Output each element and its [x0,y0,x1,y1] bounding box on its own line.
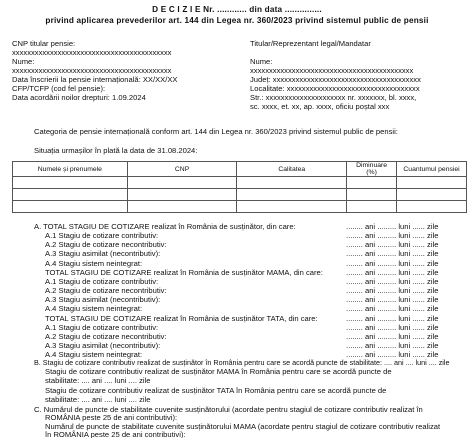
registration-date: Data înscrierii la pensie internațională: XX/XX/XX [12,75,178,84]
pension-code: CFP/TCFP (cod fel pensie): [12,84,106,93]
recipient-street: Str.: xxxxxxxxxxxxxxxxxxxxx nr. xxxxxxx, bl. xxxx, [250,93,417,102]
contribution-period-label: A.2 Stagiu de cotizare necontributiv: [45,286,167,296]
column-header-name: Numele și prenumele [13,162,128,177]
contribution-period-label: A.2 Stagiu de cotizare necontributiv: [45,331,167,341]
reduction-header-text: Diminuare (%) [356,162,388,177]
table-cell [127,201,237,213]
contribution-period-label: A.4 Stagiu sistem neintegrat: [45,350,143,360]
column-header-cnp: CNP [127,162,237,177]
contribution-period-value: ........ ani ......... luni ...... zile [346,322,439,332]
table-row [13,189,467,201]
table-cell [13,177,128,189]
section-c-line-1: C. Numărul de puncte de stabilitate cuvenite susținătorului (acordate pentru stagiul de cotizare contributiv realizat în [34,405,423,414]
contribution-period-value: ........ ani ......... luni ...... zile [346,331,439,341]
contribution-period-value: ........ ani ......... luni ...... zile [346,286,439,296]
contribution-period-value: ........ ani ......... luni ...... zile [346,231,439,241]
recipient-name-value: xxxxxxxxxxxxxxxxxxxxxxxxxxxxxxxxxxxxxxxxxxx [250,66,414,75]
contribution-period-value: ........ ani ......... luni ...... zile [346,240,439,250]
contribution-period-label: A.3 Stagiu asimilat (necontributiv): [45,295,161,305]
survivors-situation-line: Situația urmașilor în plată la data de 31.08.2024: [34,146,198,155]
contribution-period-value: ........ ani ......... luni ...... zile [346,340,439,350]
table-cell [397,201,467,213]
contribution-period-value: ........ ani ......... luni ...... zile [346,304,439,314]
name-label: Nume: [12,57,35,66]
table-cell [397,189,467,201]
recipient-title: Titular/Reprezentant legal/Mandatar [250,39,371,48]
contribution-period-label: A.3 Stagiu asimilat (necontributiv): [45,340,161,350]
contribution-period-value: ........ ani ......... luni ...... zile [346,267,439,277]
contribution-period-label: TOTAL STAGIU DE COTIZARE realizat în România de susținător MAMA, din care: [45,267,323,277]
table-cell [13,201,128,213]
section-c-line-2: ROMÂNIA peste 25 de ani contributivi): [45,413,178,422]
table-header-row [13,162,467,177]
decision-title: privind aplicarea prevederilor art. 144 din Legea nr. 360/2023 privind sistemul public de pensii [45,16,429,25]
table-cell [397,177,467,189]
section-c-line-3: Numărul de puncte de stabilitate cuvenite susținătorului MAMA (acordate pentru stagiul de cotizare contributiv realizat [45,422,441,431]
table-cell [237,201,347,213]
table-cell [127,189,237,201]
contribution-period-label: A.4 Stagiu sistem neintegrat: [45,304,143,314]
recipient-address-details: sc. xxxx, et. xx, ap. xxxx, oficiu poștal xxx [250,102,390,111]
contribution-period-label: A. TOTAL STAGIU DE COTIZARE realizat în România de susținător, din care: [34,222,296,231]
column-header-quality: Calitatea [237,162,347,177]
cnp-label: CNP titular pensie: [12,39,76,48]
contribution-period-value: ........ ani ......... luni ...... zile [346,222,439,231]
table-row [13,201,467,213]
section-b-line-4: Stagiu de cotizare contributiv realizat de susținător TATA în România pentru care se acordă puncte de [45,386,387,395]
column-header-amount: Cuantumul pensiei [397,162,467,177]
table-cell [13,189,128,201]
contribution-period-label: A.1 Stagiu de cotizare contributiv: [45,322,159,332]
decision-number-line: D E C I Z I E Nr. ............ din data ............... [152,5,322,14]
table-cell [347,201,397,213]
section-b-line-1: B. Stagiu de cotizare contributiv realizat de susținător în România pentru care se acordă puncte de stabilitate: .... ani .... luni .... zile [34,358,450,367]
table-cell [347,177,397,189]
table-row [13,177,467,189]
table-cell [237,177,347,189]
section-b-line-2: Stagiu de cotizare contributiv realizat de susținător MAMA în România pentru care se acordă puncte de [45,367,392,376]
contribution-period-value: ........ ani ......... luni ...... zile [346,258,439,268]
section-c-line-4: în ROMÂNIA peste 25 de ani contributivi): [45,430,186,438]
contribution-period-label: A.1 Stagiu de cotizare contributiv: [45,231,159,241]
contribution-period-label: TOTAL STAGIU DE COTIZARE realizat în România de susținător TATA, din care: [45,313,318,323]
contribution-period-value: ........ ani ......... luni ...... zile [346,350,439,360]
contribution-period-label: A.3 Stagiu asimilat (necontributiv): [45,249,161,259]
contribution-period-value: ........ ani ......... luni ...... zile [346,313,439,323]
contribution-period-label: A.1 Stagiu de cotizare contributiv: [45,276,159,286]
contribution-period-value: ........ ani ......... luni ...... zile [346,276,439,286]
contribution-period-label: A.4 Stagiu sistem neintegrat: [45,258,143,268]
recipient-locality: Localitate: xxxxxxxxxxxxxxxxxxxxxxxxxxxxxxxxxxx [250,84,420,93]
pension-category-line: Categoria de pensie internațională conform art. 144 din Legea nr. 360/2023 privind sistemul public de pensii: [34,127,398,136]
contribution-period-value: ........ ani ......... luni ...... zile [346,295,439,305]
column-header-reduction [347,162,397,177]
recipient-name-label: Nume: [250,57,273,66]
table-cell [237,189,347,201]
cnp-value: xxxxxxxxxxxxxxxxxxxxxxxxxxxxxxxxxxxxxxxxxx [12,48,172,57]
section-b-line-5: stabilitate: .... ani .... luni .... zile [45,395,151,404]
contribution-period-value: ........ ani ......... luni ...... zile [346,249,439,259]
contribution-period-label: A.2 Stagiu de cotizare necontributiv: [45,240,167,250]
survivors-table [12,161,467,213]
table-cell [347,189,397,201]
name-value: xxxxxxxxxxxxxxxxxxxxxxxxxxxxxxxxxxxxxxxxxx [12,66,172,75]
recipient-county: Județ: xxxxxxxxxxxxxxxxxxxxxxxxxxxxxxxxxxxxxxx [250,75,421,84]
table-cell [127,177,237,189]
section-b-line-3: stabilitate: .... ani .... luni .... zile [45,376,151,385]
new-rights-date: Data acordării noilor drepturi: 1.09.2024 [12,93,146,102]
